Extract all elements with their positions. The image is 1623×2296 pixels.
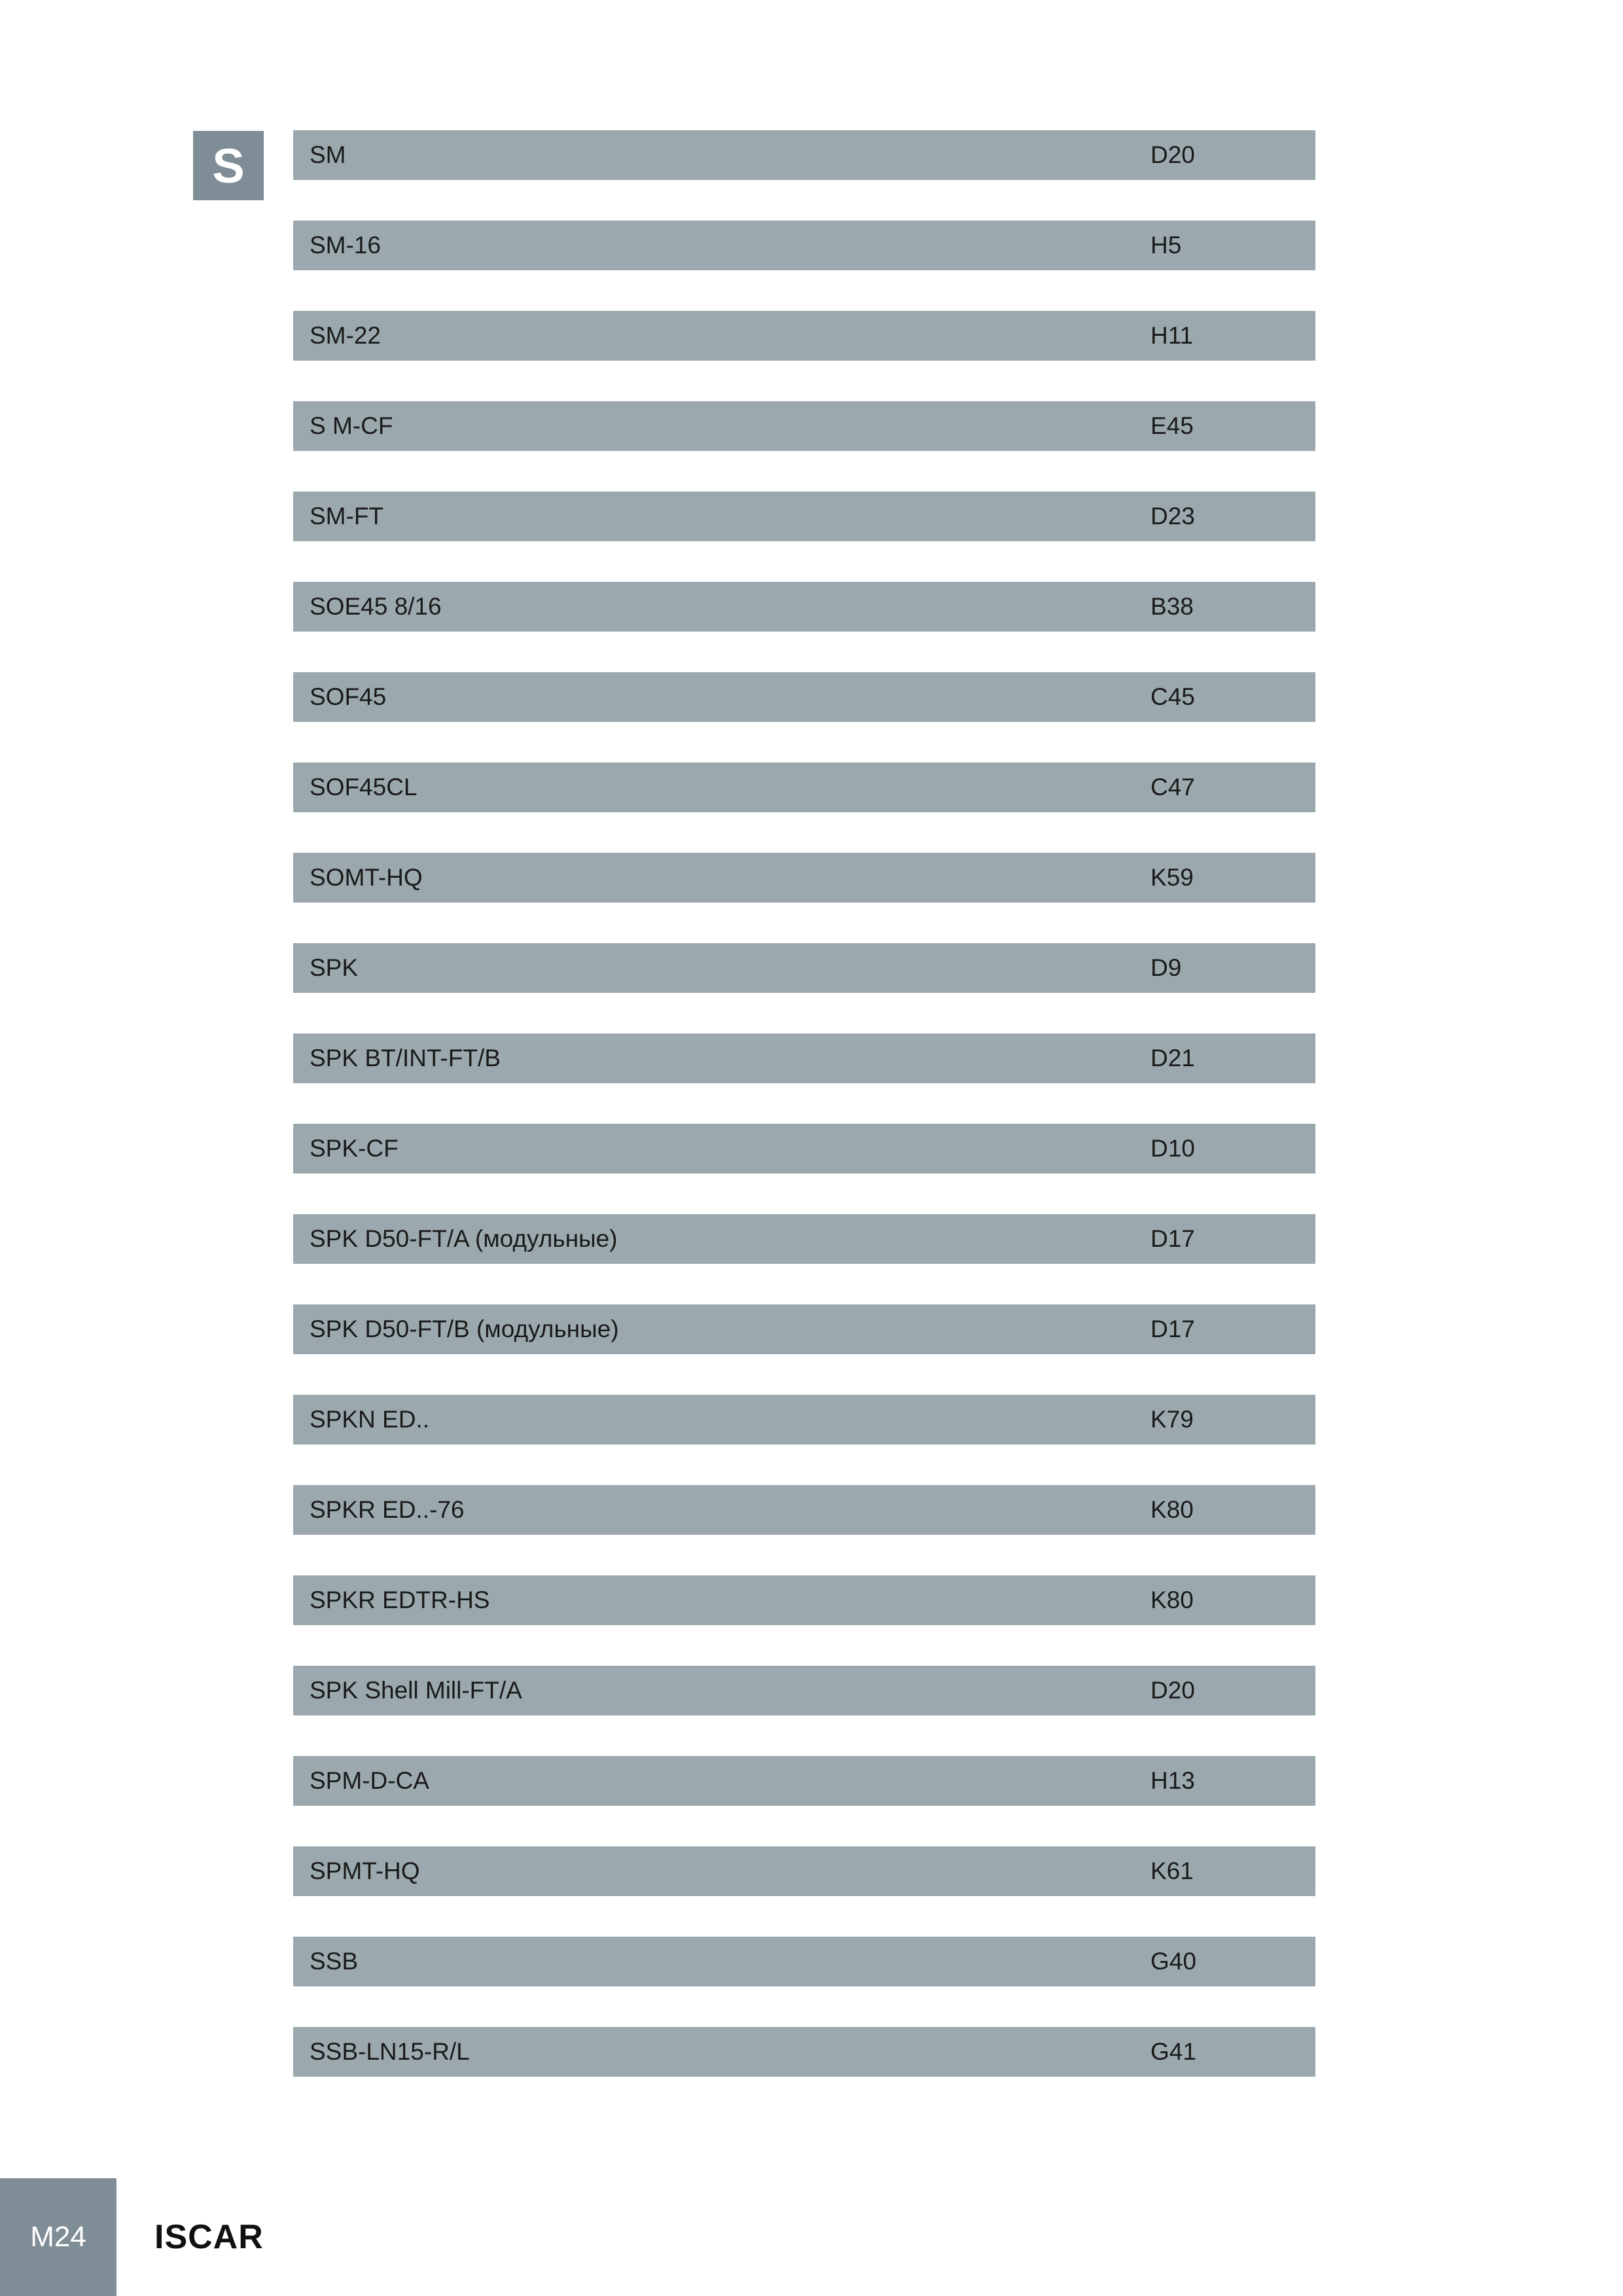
index-item-page: D20 xyxy=(1150,1677,1195,1704)
index-item-page: H11 xyxy=(1150,322,1194,349)
index-item-page: K80 xyxy=(1150,1587,1194,1613)
index-item-page: D23 xyxy=(1150,503,1195,529)
index-item-name: SM xyxy=(310,141,346,168)
index-item-name: SPK-CF xyxy=(310,1135,399,1162)
index-row xyxy=(293,221,1315,270)
index-item-page: B38 xyxy=(1150,593,1194,620)
index-item-page: K80 xyxy=(1150,1496,1194,1523)
index-item-page: G41 xyxy=(1150,2038,1196,2065)
index-item-page: D17 xyxy=(1150,1316,1195,1342)
index-row xyxy=(293,762,1315,812)
index-item-name: S M-CF xyxy=(310,412,393,439)
index-item-page: D9 xyxy=(1150,954,1182,981)
index-item-name: SPK Shell Mill-FT/A xyxy=(310,1677,522,1704)
index-item-page: K59 xyxy=(1150,864,1194,891)
index-item-name: SOF45 xyxy=(310,683,387,710)
index-item-name: SOF45CL xyxy=(310,774,418,800)
index-item-name: SPK D50-FT/A (модульные) xyxy=(310,1225,618,1252)
index-item-name: SPK BT/INT-FT/B xyxy=(310,1045,501,1071)
index-item-page: K79 xyxy=(1150,1406,1194,1433)
index-row xyxy=(293,1033,1315,1083)
index-row xyxy=(293,401,1315,451)
index-item-name: SM-22 xyxy=(310,322,381,349)
index-row xyxy=(293,1575,1315,1625)
index-item-page: D17 xyxy=(1150,1225,1195,1252)
index-row xyxy=(293,943,1315,993)
index-item-page: D20 xyxy=(1150,141,1195,168)
index-item-name: SSB-LN15-R/L xyxy=(310,2038,470,2065)
index-item-page: C45 xyxy=(1150,683,1195,710)
index-row xyxy=(293,1214,1315,1264)
index-item-name: SPMT-HQ xyxy=(310,1857,420,1884)
page-number: M24 xyxy=(0,2178,116,2296)
section-letter-tab: S xyxy=(193,131,264,200)
index-item-name: SOMT-HQ xyxy=(310,864,423,891)
index-row xyxy=(293,582,1315,632)
index-item-page: K61 xyxy=(1150,1857,1194,1884)
index-item-page: H5 xyxy=(1150,232,1182,259)
index-row xyxy=(293,1846,1315,1896)
index-row xyxy=(293,2027,1315,2077)
index-item-name: SPK D50-FT/B (модульные) xyxy=(310,1316,619,1342)
brand-logo: ISCAR xyxy=(154,2218,264,2256)
index-item-name: SPKR ED..-76 xyxy=(310,1496,465,1523)
index-item-page: H13 xyxy=(1150,1767,1195,1794)
index-row xyxy=(293,311,1315,361)
index-row xyxy=(293,1304,1315,1354)
index-row xyxy=(293,492,1315,541)
index-item-page: D10 xyxy=(1150,1135,1195,1162)
index-row xyxy=(293,1756,1315,1806)
index-list xyxy=(293,130,1315,2117)
index-item-name: SM-FT xyxy=(310,503,384,529)
index-row xyxy=(293,853,1315,903)
index-item-page: G40 xyxy=(1150,1948,1196,1975)
index-item-name: SPKR EDTR-HS xyxy=(310,1587,490,1613)
index-row xyxy=(293,672,1315,722)
index-row xyxy=(293,130,1315,180)
index-item-name: SSB xyxy=(310,1948,359,1975)
index-item-name: SPM-D-CA xyxy=(310,1767,429,1794)
index-item-name: SM-16 xyxy=(310,232,381,259)
index-row xyxy=(293,1937,1315,1986)
index-item-page: E45 xyxy=(1150,412,1194,439)
index-item-name: SPKN ED.. xyxy=(310,1406,429,1433)
index-item-page: C47 xyxy=(1150,774,1195,800)
index-item-name: SOE45 8/16 xyxy=(310,593,442,620)
index-row xyxy=(293,1485,1315,1535)
index-row xyxy=(293,1395,1315,1444)
index-item-name: SPK xyxy=(310,954,359,981)
index-row xyxy=(293,1666,1315,1715)
index-item-page: D21 xyxy=(1150,1045,1195,1071)
index-row xyxy=(293,1124,1315,1174)
